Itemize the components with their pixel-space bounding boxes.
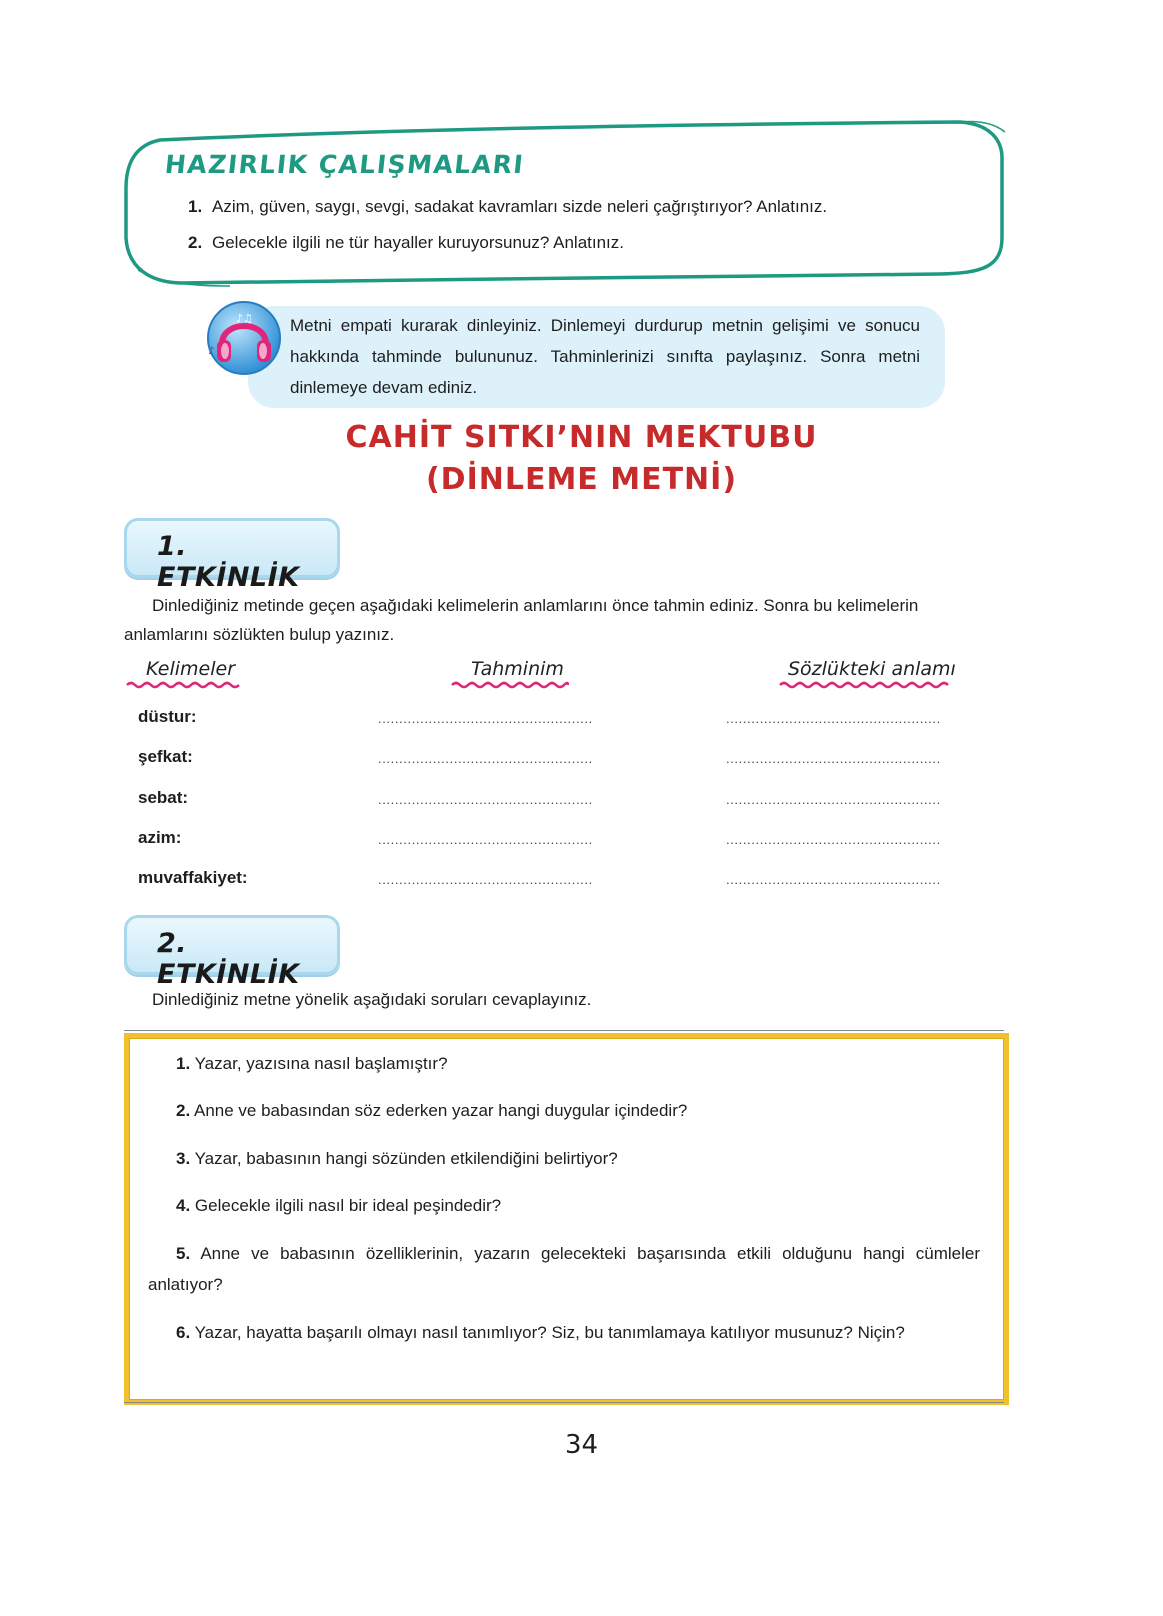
word-muvaffakiyet: muvaffakiyet: xyxy=(138,868,248,887)
question-text: Yazar, yazısına nasıl başlamıştır? xyxy=(194,1054,448,1073)
divider xyxy=(124,1402,1004,1403)
question-2 xyxy=(148,1095,980,1126)
headphones-icon xyxy=(206,300,282,376)
column-header-words: Kelimeler xyxy=(146,658,236,680)
wavy-underline xyxy=(779,680,949,690)
question-5 xyxy=(148,1238,980,1300)
answer-blank[interactable]: ................................................... xyxy=(378,832,593,847)
listening-instruction: Metni empati kurarak dinleyiniz. Dinlemeyi durdurup metnin gelişimi ve sonucu hakkında tahminde bulununuz. Tahminlerinizi sınıfta paylaşınız. Sonra metni dinlemeye devam ediniz. xyxy=(290,316,920,397)
question-text: Gelecekle ilgili ne tür hayaller kuruyorsunuz? Anlatınız. xyxy=(212,233,624,252)
word-dustur: düstur: xyxy=(138,707,197,726)
answer-blank[interactable]: ................................................... xyxy=(726,872,941,887)
question-text: Azim, güven, saygı, sevgi, sadakat kavramları sizde neleri çağrıştırıyor? Anlatınız. xyxy=(212,197,828,216)
page-subtitle: (DİNLEME METNİ) xyxy=(425,462,738,497)
question-number: 2. xyxy=(176,1101,191,1120)
svg-text:♪: ♪ xyxy=(208,346,215,357)
question-6 xyxy=(148,1317,980,1348)
question-3 xyxy=(148,1143,980,1174)
activity-1-label: 1. ETKİNLİK xyxy=(157,531,300,593)
question-number: 6. xyxy=(176,1323,191,1342)
answer-blank[interactable]: ................................................... xyxy=(726,792,941,807)
svg-text:♪♫: ♪♫ xyxy=(236,312,253,325)
activity-2-label: 2. ETKİNLİK xyxy=(157,928,300,990)
question-text: Anne ve babasından söz ederken yazar hangi duygular içindedir? xyxy=(193,1101,688,1120)
question-number: 2. xyxy=(188,233,203,252)
activity-1-badge xyxy=(124,518,340,593)
answer-blank[interactable]: ................................................... xyxy=(726,751,941,766)
question-text: Yazar, hayatta başarılı olmayı nasıl tanımlıyor? Siz, bu tanımlamaya katılıyor musunuz? Niçin? xyxy=(194,1323,905,1342)
activity-2-badge xyxy=(124,915,340,990)
word-sefkat: şefkat: xyxy=(138,747,193,766)
activity-2-instruction: Dinlediğiniz metne yönelik aşağıdaki soruları cevaplayınız. xyxy=(152,990,592,1009)
answer-blank[interactable]: ................................................... xyxy=(378,872,593,887)
question-4 xyxy=(148,1190,980,1221)
page-number: 34 xyxy=(564,1430,599,1460)
answer-blank[interactable]: ................................................... xyxy=(378,751,593,766)
question-number: 3. xyxy=(176,1149,191,1168)
question-1 xyxy=(148,1048,980,1079)
wavy-underline xyxy=(126,680,240,690)
answer-blank[interactable]: ................................................... xyxy=(378,792,593,807)
wavy-underline xyxy=(451,680,569,690)
question-number: 5. xyxy=(176,1244,191,1263)
question-text: Anne ve babasının özelliklerinin, yazarın gelecekteki başarısında etkili olduğunu hangi cümleler anlatıyor? xyxy=(148,1244,980,1294)
question-number: 1. xyxy=(188,197,203,216)
answer-blank[interactable]: ................................................... xyxy=(726,711,941,726)
word-sebat: sebat: xyxy=(138,788,189,807)
answer-blank[interactable]: ................................................... xyxy=(726,832,941,847)
divider xyxy=(124,1030,1004,1031)
question-text: Yazar, babasının hangi sözünden etkilendiğini belirtiyor? xyxy=(194,1149,618,1168)
column-header-dictionary: Sözlükteki anlamı xyxy=(788,658,956,680)
word-azim: azim: xyxy=(138,828,182,847)
question-text: Gelecekle ilgili nasıl bir ideal peşindedir? xyxy=(194,1196,502,1215)
answer-blank[interactable]: ................................................... xyxy=(378,711,593,726)
prep-question-1 xyxy=(188,197,827,217)
prep-question-2 xyxy=(188,233,624,253)
activity-1-instruction: Dinlediğiniz metinde geçen aşağıdaki kelimelerin anlamlarını önce tahmin ediniz. Sonra bu kelimelerin anlamlarını sözlükten bulup yazınız. xyxy=(124,596,919,644)
page-title: CAHİT SITKI’NIN MEKTUBU xyxy=(345,420,818,455)
prep-title: HAZIRLIK ÇALIŞMALARI xyxy=(163,150,526,179)
column-header-guess: Tahminim xyxy=(471,658,564,680)
question-number: 1. xyxy=(176,1054,191,1073)
question-number: 4. xyxy=(176,1196,191,1215)
